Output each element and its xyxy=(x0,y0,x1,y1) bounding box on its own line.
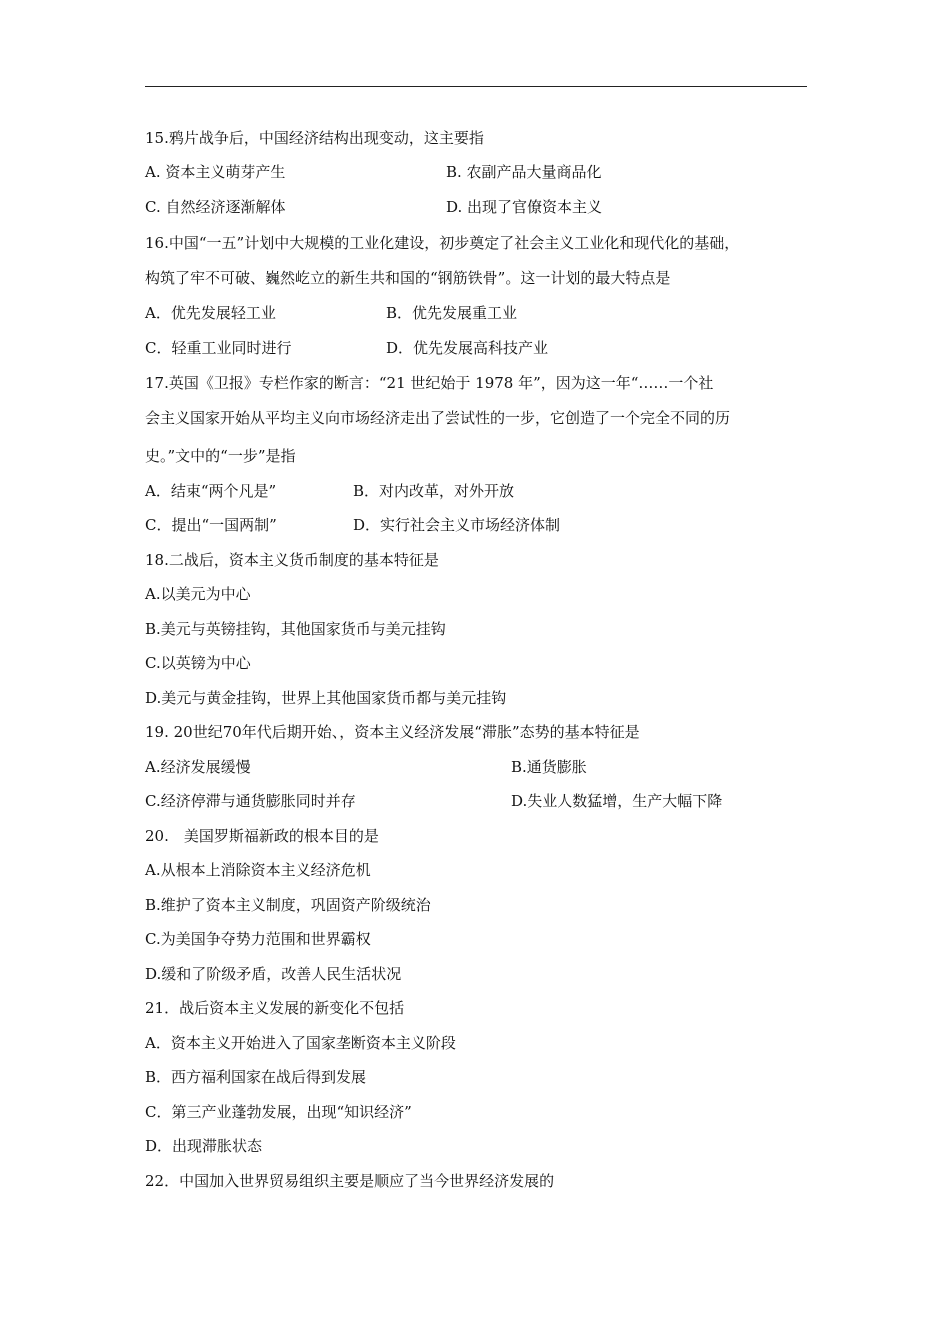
option-c: C．第三产业蓬勃发展，出现“知识经济” xyxy=(145,1103,412,1121)
option-d: D.缓和了阶级矛盾，改善人民生活状况 xyxy=(145,965,402,983)
option-a: A．优先发展轻工业 xyxy=(145,304,276,322)
option-a: A．结束“两个凡是” xyxy=(145,482,277,500)
option-c: C.以英镑为中心 xyxy=(145,654,251,672)
question-stem-line-2: 会主义国家开始从平均主义向市场经济走出了尝试性的一步，它创造了一个完全不同的历 xyxy=(145,409,731,427)
option-b: B．西方福利国家在战后得到发展 xyxy=(145,1068,367,1086)
option-c: C．提出“一国两制” xyxy=(145,516,277,534)
question-stem: 19. 20世纪70年代后期开始、，资本主义经济发展“滞胀”态势的基本特征是 xyxy=(145,723,640,741)
option-b: B.通货膨胀 xyxy=(511,758,587,776)
option-b: B.维护了资本主义制度，巩固资产阶级统治 xyxy=(145,896,431,914)
option-c: C.为美国争夺势力范围和世界霸权 xyxy=(145,930,371,948)
option-d: D．出现滞胀状态 xyxy=(145,1137,263,1155)
option-c: C. 自然经济逐渐解体 xyxy=(145,198,286,216)
option-c: C.经济停滞与通货膨胀同时并存 xyxy=(145,792,356,810)
option-b: B.美元与英镑挂钩，其他国家货币与美元挂钩 xyxy=(145,620,446,638)
header-rule xyxy=(145,86,807,87)
option-a: A.以美元为中心 xyxy=(145,585,251,603)
option-d: D. 出现了官僚资本主义 xyxy=(446,198,603,216)
question-stem-line-1: 16.中国“一五”计划中大规模的工业化建设，初步奠定了社会主义工业化和现代化的基础， xyxy=(145,234,740,252)
question-stem-line-2: 构筑了牢不可破、巍然屹立的新生共和国的“钢筋铁骨”。这一计划的最大特点是 xyxy=(145,269,671,287)
option-b: B．优先发展重工业 xyxy=(386,304,518,322)
option-b: B．对内改革，对外开放 xyxy=(353,482,515,500)
option-c: C．轻重工业同时进行 xyxy=(145,339,292,357)
option-b: B. 农副产品大量商品化 xyxy=(446,163,602,181)
option-a: A．资本主义开始进入了国家垄断资本主义阶段 xyxy=(145,1034,456,1052)
option-a: A.经济发展缓慢 xyxy=(145,758,251,776)
question-stem: 20. 美国罗斯福新政的根本目的是 xyxy=(145,827,379,845)
question-stem-line-1: 17.英国《卫报》专栏作家的断言：“21 世纪始于 1978 年”，因为这一年“……一个社 xyxy=(145,374,714,392)
question-stem: 15.鸦片战争后，中国经济结构出现变动，这主要指 xyxy=(145,129,484,147)
option-d: D．优先发展高科技产业 xyxy=(386,339,549,357)
option-a: A. 资本主义萌芽产生 xyxy=(145,163,286,181)
question-stem: 18.二战后，资本主义货币制度的基本特征是 xyxy=(145,551,439,569)
option-d: D．实行社会主义市场经济体制 xyxy=(353,516,561,534)
question-stem: 21．战后资本主义发展的新变化不包括 xyxy=(145,999,405,1017)
option-d: D.失业人数猛增，生产大幅下降 xyxy=(511,792,723,810)
question-stem: 22．中国加入世界贸易组织主要是顺应了当今世界经济发展的 xyxy=(145,1172,555,1190)
option-d: D.美元与黄金挂钩，世界上其他国家货币都与美元挂钩 xyxy=(145,689,507,707)
question-stem-line-3: 史。”文中的“一步”是指 xyxy=(145,447,296,465)
option-a: A.从根本上消除资本主义经济危机 xyxy=(145,861,371,879)
